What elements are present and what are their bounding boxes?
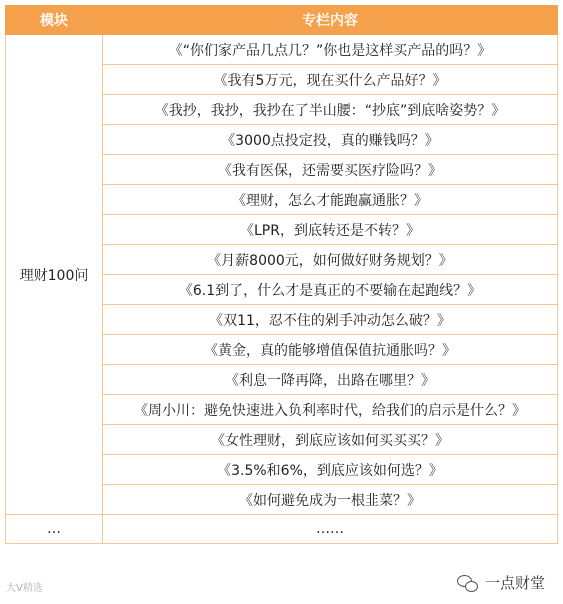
column-title: 《“你们家产品几点几？”你也是这样买产品的吗？》: [103, 35, 558, 65]
column-table: [5, 5, 558, 544]
column-title: 《我有5万元，现在买什么产品好？》: [103, 65, 558, 95]
table-row-more: [6, 515, 558, 544]
column-title: 《如何避免成为一根韭菜？》: [103, 485, 558, 515]
module-ellipsis: …: [6, 515, 103, 544]
column-title: 《3.5%和6%，到底应该如何选？》: [103, 455, 558, 485]
column-title: 《6.1到了，什么才是真正的不要输在起跑线？》: [103, 275, 558, 305]
header-module: 模块: [6, 6, 103, 35]
column-title: 《女性理财，到底应该如何买买买？》: [103, 425, 558, 455]
source-watermark: 大V精选: [4, 578, 45, 595]
content-ellipsis: ……: [103, 515, 558, 544]
column-title: 《理财，怎么才能跑赢通胀？》: [103, 185, 558, 215]
table-header-row: [6, 6, 558, 35]
column-title: 《我有医保，还需要买医疗险吗？》: [103, 155, 558, 185]
column-title: 《利息一降再降，出路在哪里？》: [103, 365, 558, 395]
brand-signature: [453, 570, 549, 595]
column-title: 《我抄，我抄，我抄在了半山腰：“抄底”到底啥姿势？》: [103, 95, 558, 125]
brand-name: 一点财堂: [484, 574, 545, 592]
header-column-content: 专栏内容: [103, 6, 558, 35]
column-title: 《3000点投定投，真的赚钱吗？》: [103, 125, 558, 155]
table-row: [6, 35, 558, 65]
column-title: 《黄金，真的能够增值保值抗通胀吗？》: [103, 335, 558, 365]
module-name: 理财100问: [6, 35, 103, 515]
column-title: 《LPR，到底转还是不转？》: [103, 215, 558, 245]
column-title: 《双11，忍不住的剁手冲动怎么破？》: [103, 305, 558, 335]
wechat-icon: [457, 574, 479, 592]
column-title: 《周小川：避免快速进入负利率时代，给我们的启示是什么？》: [103, 395, 558, 425]
column-title: 《月薪8000元，如何做好财务规划？》: [103, 245, 558, 275]
